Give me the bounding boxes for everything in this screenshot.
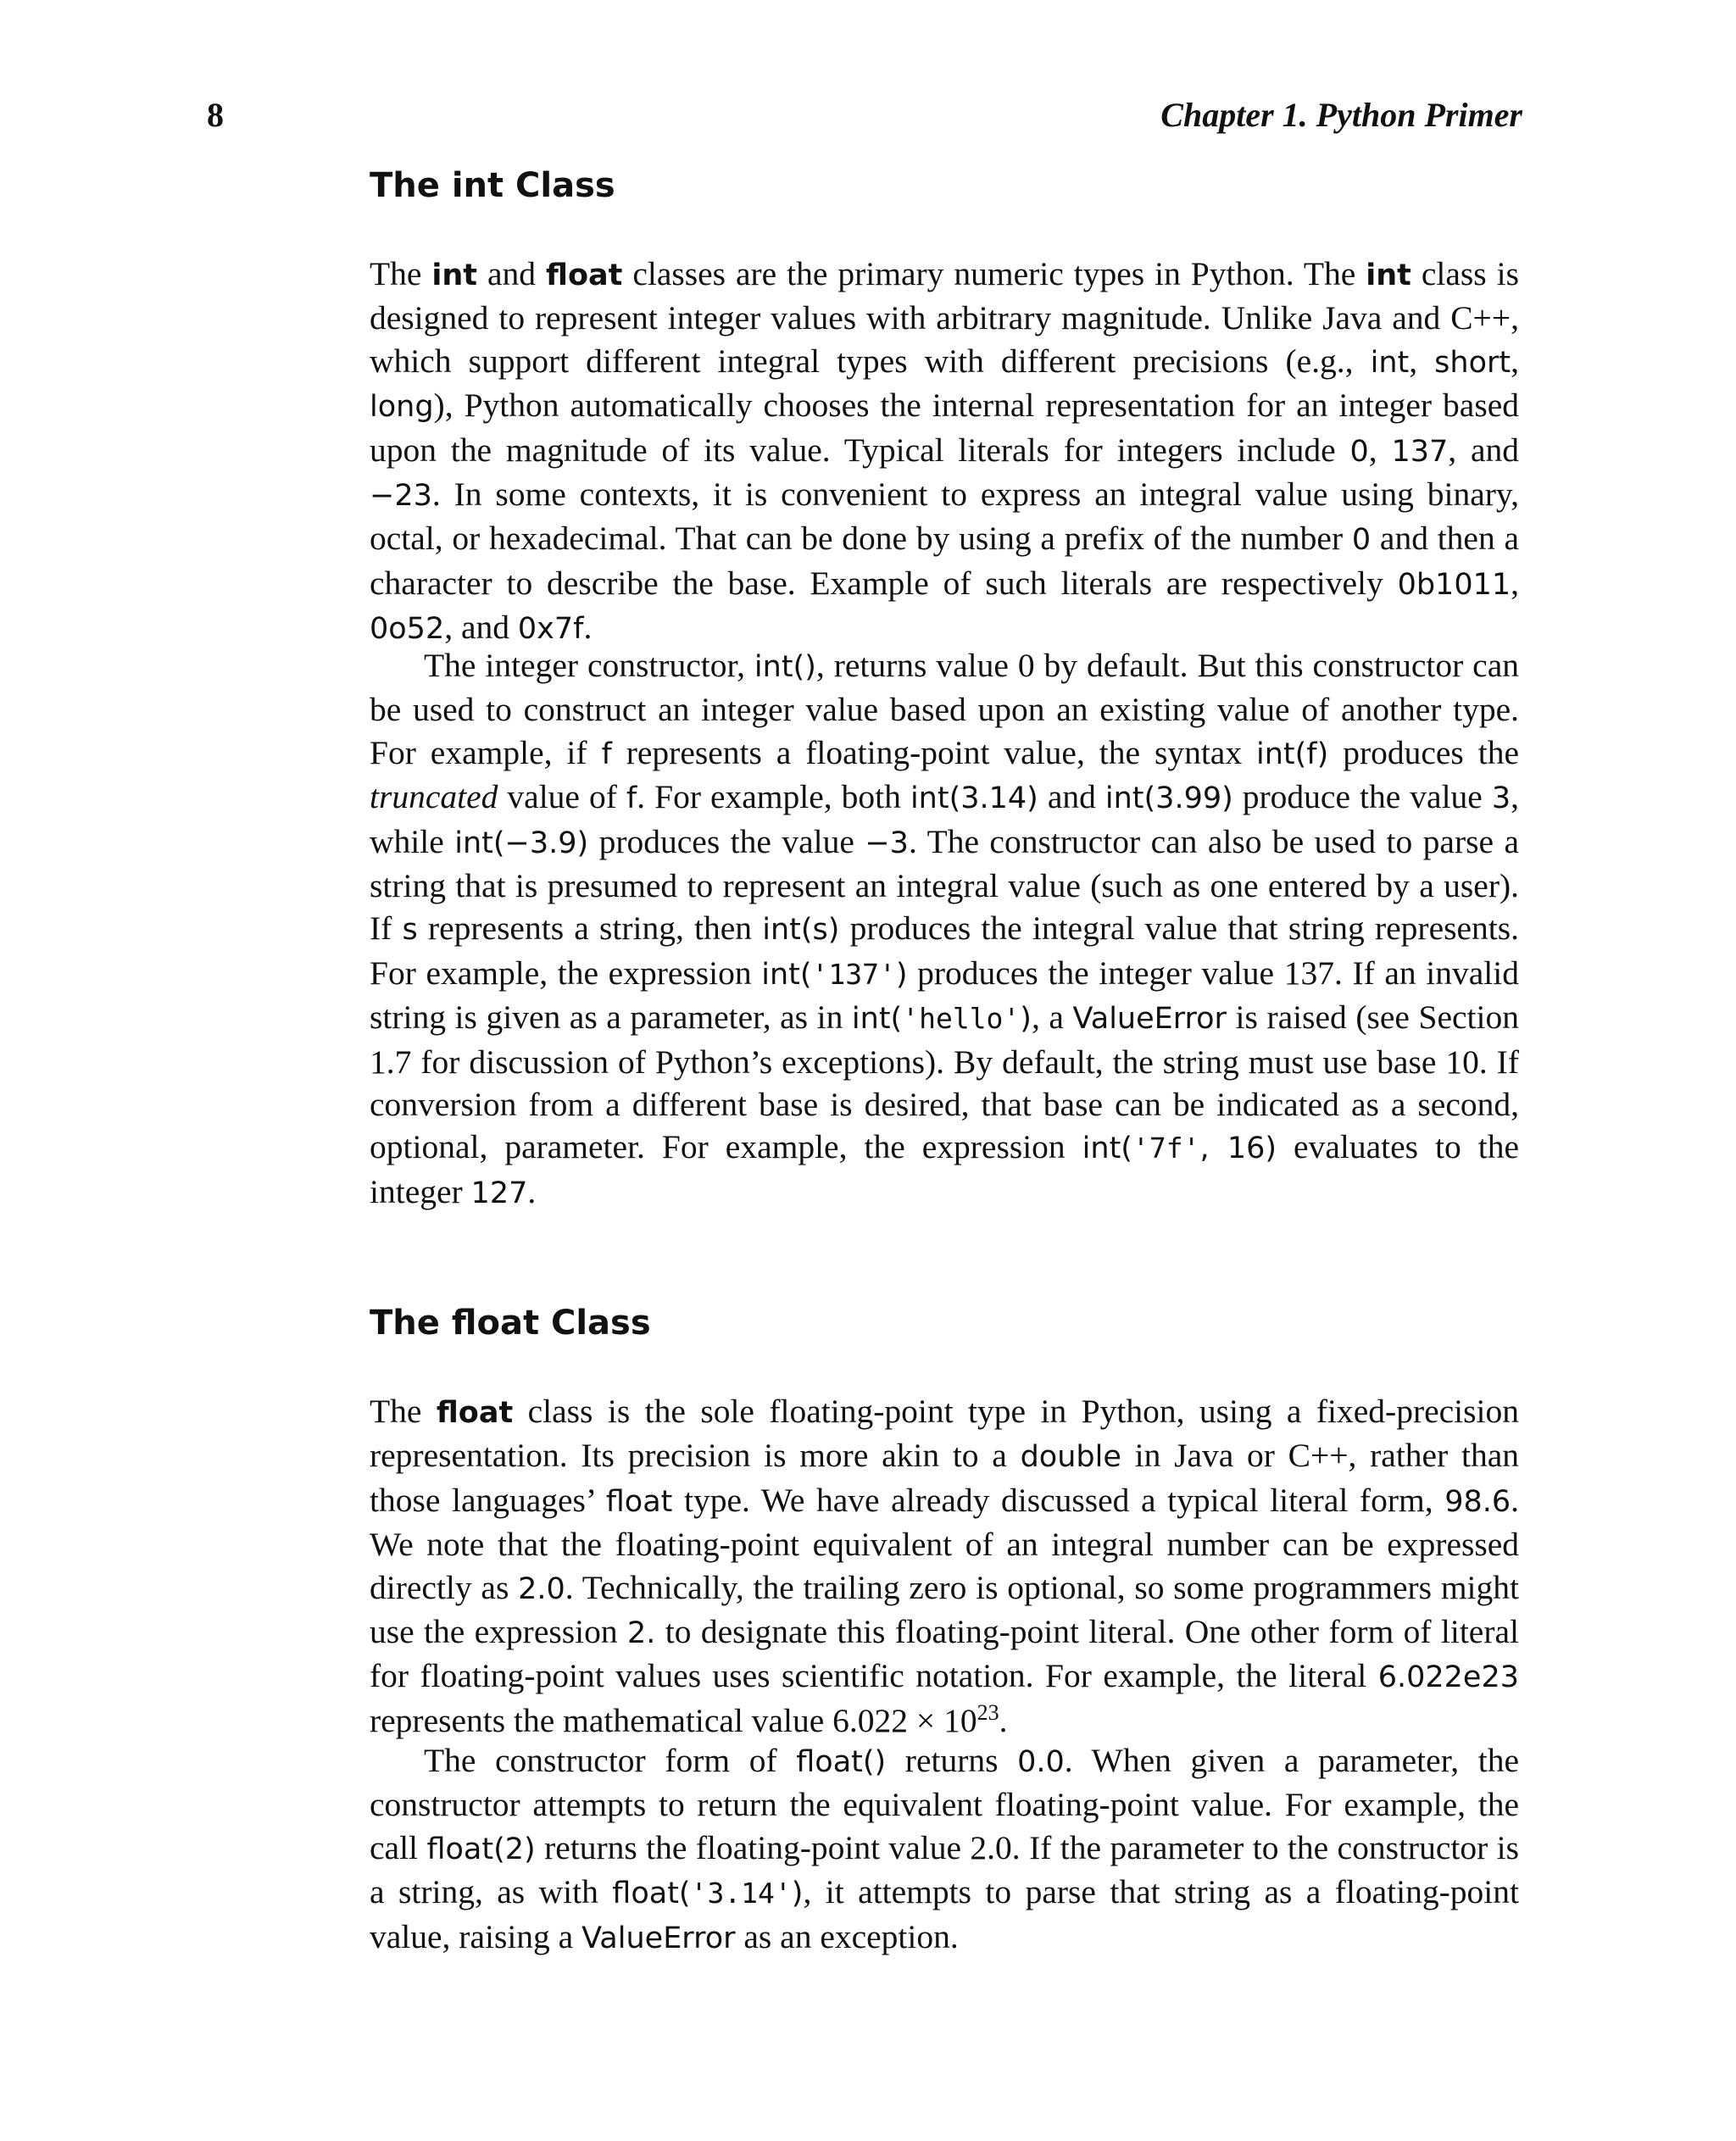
text: produce the value (1232, 778, 1492, 816)
code-term: 2. (626, 1616, 656, 1651)
text: and (477, 255, 547, 292)
text: , (1511, 342, 1519, 380)
text: , a (1031, 998, 1073, 1037)
text: . (999, 1701, 1008, 1739)
text: The (370, 255, 432, 292)
text: value of (498, 778, 626, 816)
code-term: int(f) (1256, 737, 1329, 771)
text: , (1409, 342, 1435, 380)
text: type. We have already discussed a typical literal form, (672, 1481, 1445, 1519)
code-term: long (370, 390, 434, 425)
code-term: int() (754, 650, 816, 684)
section-heading-int: The int Class (370, 166, 615, 205)
code-term: float() (796, 1745, 887, 1779)
string-literal: 'hello' (902, 1002, 1021, 1036)
code-term: −3 (865, 826, 909, 860)
text: , and (1448, 431, 1519, 469)
code-term: 0x7f (517, 612, 584, 647)
code-term: −23 (370, 479, 432, 514)
code-term: int( (761, 957, 812, 992)
text: , (1511, 564, 1519, 602)
text: and (1038, 778, 1105, 816)
code-term: 6.022e23 (1377, 1660, 1519, 1695)
text: The (370, 1393, 437, 1430)
text: as an exception. (735, 1917, 959, 1955)
code-term: short (1434, 345, 1511, 380)
code-term: double (1020, 1440, 1121, 1475)
code-term: s (402, 913, 418, 948)
page-number: 8 (207, 96, 224, 134)
text: . (583, 609, 593, 647)
text: class is designed to represent integer values with arbitrary magnitude. Unlike Java and C++, which support different integral types with different precisions (e.g., (370, 255, 1519, 380)
emphasis: truncated (370, 778, 498, 816)
text: represents a floating-point value, the syntax (611, 733, 1257, 771)
text: , it attempts to parse that string as a floating-point value, raising a (370, 1873, 1519, 1955)
code-term: float(2) (426, 1832, 536, 1866)
code-term: ValueError (1072, 1002, 1227, 1037)
code-term: int(3.14) (910, 781, 1038, 816)
code-term: ValueError (581, 1921, 736, 1955)
text: in Java or C++, rather than those languages’ (370, 1437, 1519, 1519)
paragraph-int-constructor (370, 644, 1519, 1215)
code-term: int(−3.9) (454, 826, 589, 860)
code-term: int (1366, 259, 1411, 292)
text: to designate this floating-point literal. One other form of literal for floating-point values uses scientific notation. For example, the literal (370, 1613, 1519, 1695)
code-term: int (1370, 345, 1410, 380)
code-term: , 16) (1199, 1132, 1277, 1166)
paragraph-float-constructor (370, 1739, 1519, 1960)
code-term: ) (1020, 1002, 1032, 1037)
code-term: int( (1082, 1132, 1132, 1166)
text: class is the sole floating-point type in Python, using a fixed-precision representation. Its precision is more akin to a (370, 1393, 1519, 1475)
text: . In some contexts, it is convenient to express an integral value using binary, octal, or hexadecimal. That can be done by using a prefix of the number (370, 475, 1519, 558)
text: evaluates to the integer (370, 1128, 1519, 1210)
text: . (527, 1172, 537, 1210)
text: , returns value 0 by default. But this constructor can be used to construct an integer value based upon an existing value of another type. For example, if (370, 647, 1519, 771)
code-term: 137 (1391, 434, 1449, 469)
string-literal: '7f' (1132, 1132, 1200, 1165)
code-term: float (546, 259, 623, 292)
text: classes are the primary numeric types in Python. The (622, 255, 1366, 292)
code-term: 3 (1491, 781, 1511, 816)
code-term: 0 (1351, 523, 1372, 558)
text: returns the floating-point value 2.0. If the parameter to the constructor is a string, as with (370, 1828, 1519, 1911)
text: , (1368, 431, 1392, 469)
section-heading-float: The float Class (370, 1304, 651, 1343)
text: is raised (see Section 1.7 for discussion of Python’s exceptions). By default, the string must use base 10. If conversion from a different base is desired, that base can be indicated as a second, optional, parameter. For example, the expression (370, 998, 1519, 1166)
string-literal: '137' (811, 957, 896, 991)
text: The constructor form of (424, 1742, 797, 1779)
code-term: int(s) (762, 913, 840, 948)
text: returns (886, 1742, 1018, 1779)
text: . For example, both (637, 778, 910, 816)
code-term: f (601, 737, 612, 771)
code-term: float (436, 1396, 514, 1430)
code-term: f (626, 781, 637, 816)
code-term: int( (851, 1002, 903, 1037)
text: produces the integral value that string represents. For example, the expression (370, 909, 1519, 992)
string-literal: '3.14' (690, 1877, 792, 1910)
text: and then a character to describe the base. Example of such literals are respectively (370, 520, 1520, 602)
code-term: 0o52 (370, 612, 445, 647)
text: represents the mathematical value 6.022 × 10 (370, 1701, 977, 1739)
text: , and (444, 609, 518, 647)
code-term: int (431, 259, 478, 292)
text: . We note that the floating-point equivalent of an integral number can be expressed directly as (370, 1481, 1519, 1606)
code-term: 0.0 (1017, 1745, 1065, 1779)
code-term: ) (895, 957, 908, 992)
text: , while (370, 778, 1519, 860)
text: produces the (1328, 733, 1519, 771)
code-term: 98.6 (1444, 1484, 1511, 1519)
code-term: ) (791, 1877, 804, 1911)
code-term: 0b1011 (1397, 567, 1511, 602)
text: . The constructor can also be used to parse a string that is presumed to represent an integral value (such as one entered by a user). If (370, 822, 1519, 948)
code-term: float( (612, 1877, 691, 1911)
running-head: Chapter 1. Python Primer (1160, 96, 1522, 134)
text: represents a string, then (417, 909, 763, 948)
exponent: 23 (976, 1699, 999, 1725)
text: ), Python automatically chooses the internal representation for an integer based upon the magnitude of its value. Typical literals for integers include (370, 386, 1519, 469)
code-term: 2.0 (518, 1571, 565, 1606)
text: produces the integer value 137. If an invalid string is given as a parameter, as in (370, 954, 1519, 1037)
text: . Technically, the trailing zero is optional, so some programmers might use the expression (370, 1568, 1519, 1651)
code-term: float (605, 1484, 673, 1519)
code-term: int(3.99) (1104, 781, 1233, 816)
paragraph-float-intro (370, 1390, 1519, 1742)
text: . When given a parameter, the constructor attempts to return the equivalent floating-point value. For example, the call (370, 1742, 1520, 1866)
code-term: 127 (470, 1176, 528, 1210)
code-term: 0 (1349, 434, 1369, 469)
text: The integer constructor, (424, 647, 754, 684)
text: produces the value (588, 822, 865, 860)
paragraph-int-intro (370, 253, 1519, 651)
